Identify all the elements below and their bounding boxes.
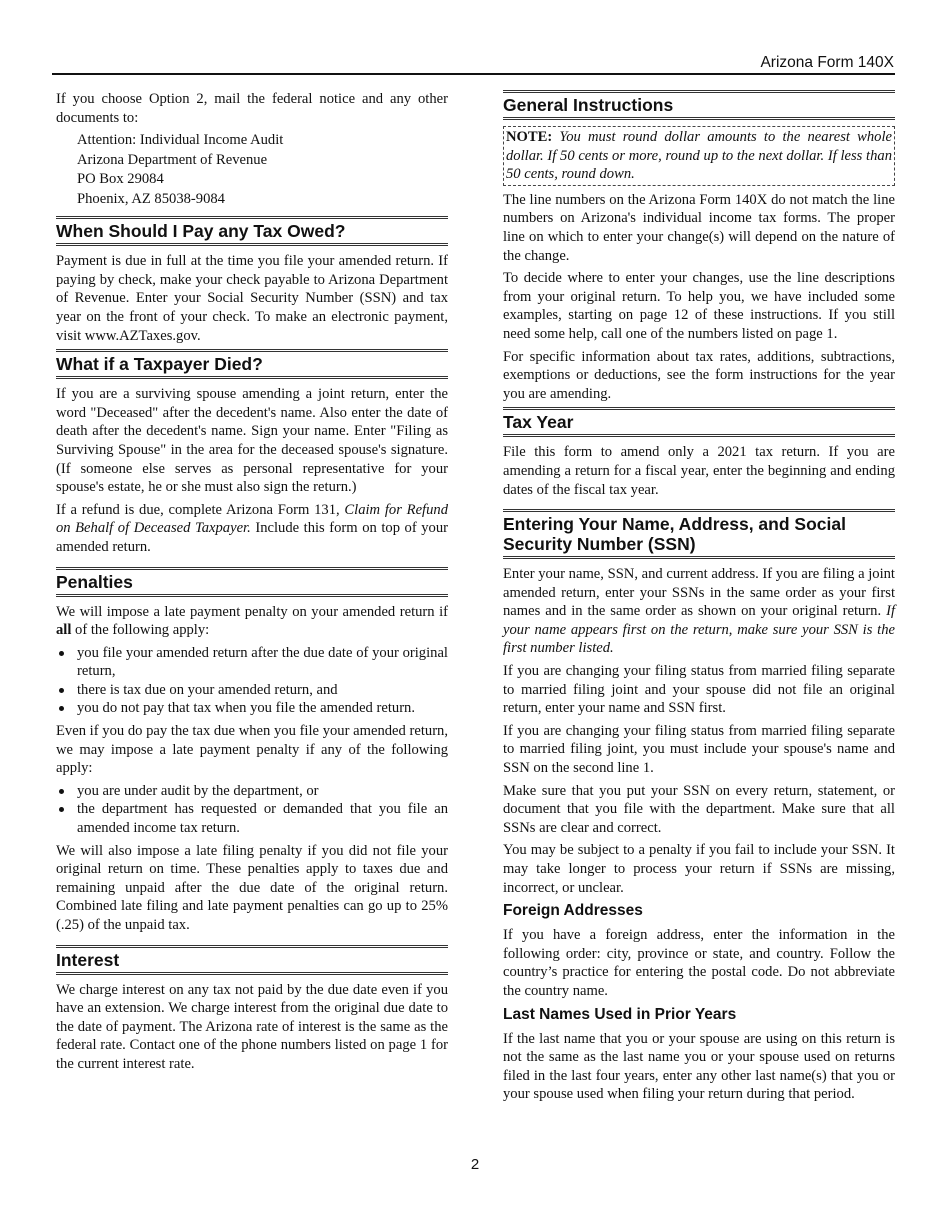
taxpayer-died-p1: If you are a surviving spouse amending a joint return, enter the word "Deceased" after the decedent's name. Also enter the date of death after the decedent's name. Sign your name. Enter "Filing as Surviving Spouse" in the area for the deceased spouse's signature. (If someone else serves as personal representative for your spouse's estate, he or she must also sign the return.) — [56, 386, 448, 496]
header-rule — [52, 73, 895, 75]
general-p3: For specific information about tax rates, additions, subtractions, exemptions or deductions, see the form instructions for the year you are amending. — [503, 348, 895, 402]
name-p3: If you are changing your filing status from married filing separate to married filing joint, you must include your spouse's name and SSN on the second line 1. — [503, 722, 895, 777]
mailing-address — [77, 131, 448, 209]
section-heading-taxpayer-died: What if a Taxpayer Died? — [56, 349, 448, 379]
section-heading-general-instructions: General Instructions — [503, 90, 895, 120]
penalties-p2: Even if you do pay the tax due when you file your amended return, we may impose a late payment penalty if any of the following apply: — [56, 723, 448, 777]
taxpayer-died-p2: If a refund is due, complete Arizona Form 131, Claim for Refund on Behalf of Deceased Taxpayer. Include this form on top of your amended return. — [56, 501, 448, 555]
general-p2: To decide where to enter your changes, use the line descriptions from your original return. To help you, we have included some examples, starting on page 12 of these instructions. If you still need some help, call one of the numbers listed on page 1. — [503, 270, 895, 342]
section-heading-penalties: Penalties — [56, 567, 448, 597]
form-title: Arizona Form 140X — [760, 54, 894, 71]
section-heading-pay-tax: When Should I Pay any Tax Owed? — [56, 216, 448, 246]
list-item: you file your amended return after the due date of your original return, — [56, 644, 448, 681]
option2-text: If you choose Option 2, mail the federal notice and any other documents to: — [56, 91, 448, 126]
section-heading-tax-year: Tax Year — [503, 407, 895, 437]
name-p2: If you are changing your filing status from married filing separate to married filing joint and your spouse did not file an original return, enter your name and SSN first. — [503, 663, 895, 717]
foreign-addresses-text: If you have a foreign address, enter the information in the following order: city, province or state, and country. Follow the country’s practice for entering the postal code. Do not abbreviate the country name. — [503, 927, 895, 999]
section-heading-interest: Interest — [56, 945, 448, 975]
subheading-last-names: Last Names Used in Prior Years — [503, 1005, 737, 1023]
last-names-text: If the last name that you or your spouse are using on this return is not the same as the last name you or your spouse used on returns filed in the last four years, enter any other last name(s) that you or your spouse used when filing your return during that period. — [503, 1030, 895, 1103]
penalties-conditions-list — [56, 644, 448, 718]
tax-year-text: File this form to amend only a 2021 tax return. If you are amending a return for a fiscal year, enter the beginning and ending dates of the fiscal tax year. — [503, 444, 895, 498]
rounding-note-box: NOTE: You must round dollar amounts to the nearest whole dollar. If 50 cents or more, round up to the next dollar. If less than 50 cents, round down. — [503, 126, 895, 186]
general-p1: The line numbers on the Arizona Form 140X do not match the line numbers on Arizona's individual income tax forms. The proper line on which to enter your change(s) will depend on the nature of the change. — [503, 191, 895, 264]
name-p5: You may be subject to a penalty if you fail to include your SSN. It may take longer to process your return if SSNs are missing, incorrect, or unclear. — [503, 842, 895, 896]
address-line: Phoenix, AZ 85038-9084 — [77, 190, 225, 207]
interest-text: We charge interest on any tax not paid by the due date even if you have an extension. We charge interest from the original due date to the date of payment. The Arizona rate of interest is the same as the federal rate. Contact one of the phone numbers listed on page 1 for the current interest rate. — [56, 981, 448, 1072]
list-item: you are under audit by the department, or — [56, 782, 448, 801]
list-item: you do not pay that tax when you file the amended return. — [56, 699, 448, 718]
penalties-intro: We will impose a late payment penalty on your amended return if all of the following apply: — [56, 603, 448, 639]
right-column — [503, 90, 895, 1108]
address-line: PO Box 29084 — [77, 171, 164, 188]
list-item: the department has requested or demanded that you file an amended income tax return. — [56, 800, 448, 837]
section-heading-name-address-ssn: Entering Your Name, Address, and Social Security Number (SSN) — [503, 509, 895, 559]
left-column — [56, 90, 448, 1078]
name-p1: Enter your name, SSN, and current address. If you are filing a joint amended return, enter your SSNs in the same order as your first names and in the same order as shown on your original return. If your name appears first on the return, make sure your SSN is the first number listed. — [503, 566, 895, 657]
name-p4: Make sure that you put your SSN on every return, statement, or document that you file with the department. Make sure that all SSNs are clear and correct. — [503, 782, 895, 836]
penalties-audit-list — [56, 782, 448, 838]
list-item: there is tax due on your amended return, and — [56, 681, 448, 700]
page-number: 2 — [470, 1156, 480, 1173]
subheading-foreign-addresses: Foreign Addresses — [503, 902, 643, 920]
penalties-p3: We will also impose a late filing penalty if you did not file your original return on time. These penalties apply to taxes due and remaining unpaid after the due date of the original return. Combined late filing and late payment penalties can go up to 25% (.25) of the unpaid tax. — [56, 842, 448, 933]
pay-tax-text: Payment is due in full at the time you file your amended return. If paying by check, make your check payable to Arizona Department of Revenue. Enter your Social Security Number (SSN) and tax year on the front of your check. To make an electronic payment, visit www.AZTaxes.gov. — [56, 253, 448, 344]
address-line: Arizona Department of Revenue — [77, 151, 268, 168]
address-line: Attention: Individual Income Audit — [77, 132, 284, 149]
form-131-title: Claim for Refund on Behalf of Deceased Taxpayer. — [56, 501, 448, 537]
